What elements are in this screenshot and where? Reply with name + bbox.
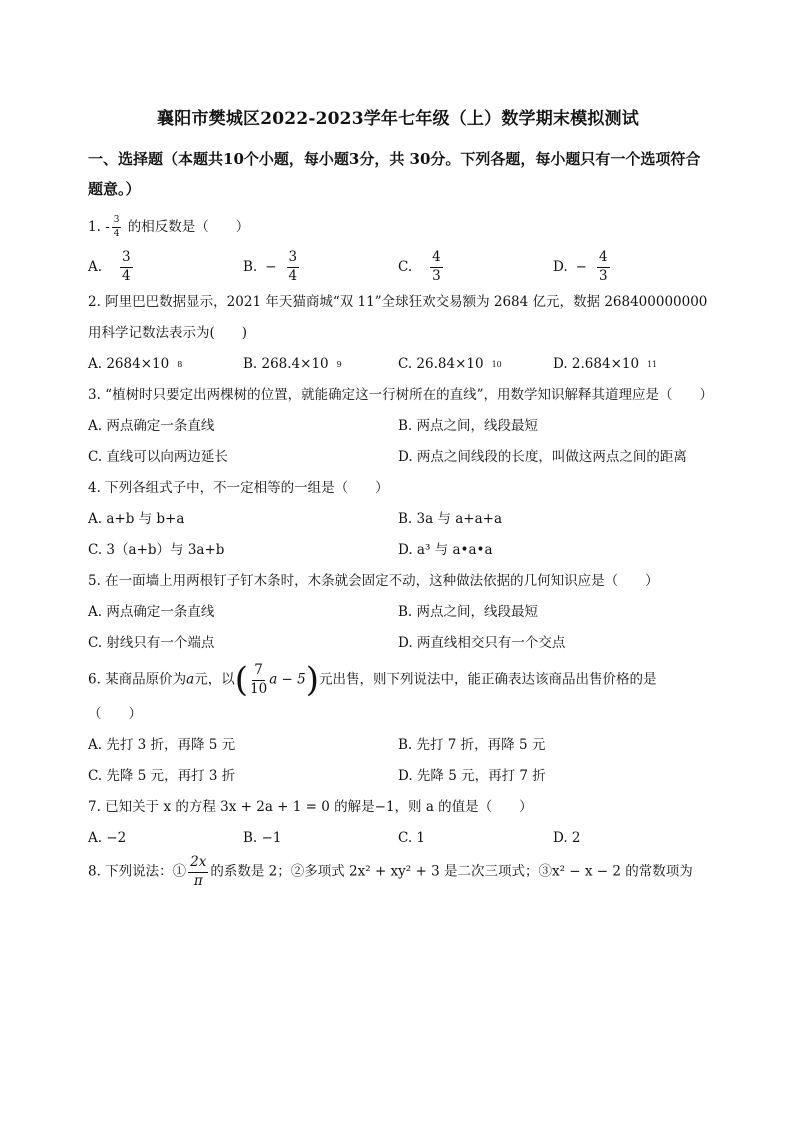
option-a[interactable]: A. −2	[88, 830, 127, 846]
option-a[interactable]: A. $\frac{3}{4}$	[88, 249, 131, 284]
question-6: 6. 某商品原价为a元，以( $\frac{7}{10}$ a − 5)元出售，则下列说法中，能正确表达该商品出售价格的是	[88, 660, 657, 700]
section-heading: 一、选择题（本题共10个小题，每小题3分，共 30分。下列各题，每小题只有一个选项符合题意。）	[88, 150, 701, 198]
option-c[interactable]: C. 1	[398, 830, 426, 846]
q7-options	[88, 823, 708, 854]
option-b[interactable]: B. 两点之间，线段最短	[398, 418, 539, 434]
fraction: $\frac{3}{4}$	[113, 215, 120, 239]
option-c[interactable]: C. 直线可以向两边延长	[88, 449, 228, 465]
q1-options	[88, 251, 708, 283]
q3-options	[88, 411, 708, 442]
q5-options-2	[88, 628, 708, 659]
question-2: 2. 阿里巴巴数据显示，2021 年天猫商城“双 11”全球狂欢交易额为 2684 亿元，数据 268400000000 用科学记数法表示为( )	[88, 294, 708, 341]
option-a[interactable]: A. 两点确定一条直线	[88, 604, 215, 620]
question-5: 5. 在一面墙上用两根钉子钉木条时，木条就会固定不动，这种做法依据的几何知识应是（ ）	[88, 573, 659, 589]
option-b[interactable]: B. 两点之间，线段最短	[398, 604, 539, 620]
option-b[interactable]: B. 3a 与 a+a+a	[398, 511, 502, 527]
page-title: 襄阳市樊城区2022-2023学年七年级（上）数学期末模拟测试	[157, 109, 639, 129]
q4-options-2	[88, 535, 708, 566]
q3-options-2	[88, 442, 708, 473]
question-6-paren: （ ）	[88, 706, 142, 722]
option-c[interactable]: C. $\frac{4}{3}$	[398, 249, 441, 284]
option-c[interactable]: C. 射线只有一个端点	[88, 635, 215, 651]
option-b[interactable]: B. −1	[243, 830, 282, 846]
q6-options	[88, 730, 708, 761]
option-d[interactable]: D. 两点之间线段的长度，叫做这两点之间的距离	[398, 449, 687, 465]
option-d[interactable]: D. 先降 5 元，再打 7 折	[398, 768, 546, 784]
option-b[interactable]: B. − $\frac{3}{4}$	[243, 249, 298, 284]
q2-options	[88, 349, 708, 380]
option-d[interactable]: D. a³ 与 a•a•a	[398, 542, 493, 558]
option-c[interactable]: C. 3（a+b）与 3a+b	[88, 542, 225, 558]
option-d[interactable]: D. 两直线相交只有一个交点	[398, 635, 566, 651]
option-b[interactable]: B. 先打 7 折，再降 5 元	[398, 737, 546, 753]
option-d[interactable]: D. − $\frac{4}{3}$	[553, 249, 608, 284]
option-a[interactable]: A. a+b 与 b+a	[88, 511, 185, 527]
option-a[interactable]: A. 先打 3 折，再降 5 元	[88, 737, 236, 753]
question-3: 3. “植树时只要定出两棵树的位置，就能确定这一行树所在的直线”，用数学知识解释其道理应是（ ）	[88, 387, 713, 403]
option-d[interactable]: D. 2.684×10 11	[553, 356, 658, 372]
q5-options	[88, 597, 708, 628]
option-a[interactable]: A. 两点确定一条直线	[88, 418, 215, 434]
option-d[interactable]: D. 2	[553, 830, 581, 846]
option-c[interactable]: C. 先降 5 元，再打 3 折	[88, 768, 236, 784]
option-c[interactable]: C. 26.84×10 10	[398, 356, 502, 372]
q6-options-2	[88, 761, 708, 792]
question-4: 4. 下列各组式子中，不一定相等的一组是（ ）	[88, 480, 389, 496]
option-b[interactable]: B. 268.4×10 9	[243, 356, 342, 372]
question-8: 8. 下列说法：① $\frac{2x}{\pi}$ 的系数是 2；②多项式 2x² + xy² + 3 是二次三项式；③x² − x − 2 的常数项为	[88, 854, 693, 889]
q4-options	[88, 504, 708, 535]
question-1: 1. - $\frac{3}{4}$ 的相反数是（ ）	[88, 215, 250, 239]
question-7: 7. 已知关于 x 的方程 3x + 2a + 1 = 0 的解是−1，则 a 的值是（ ）	[88, 799, 533, 815]
option-a[interactable]: A. 2684×10 8	[88, 356, 183, 372]
